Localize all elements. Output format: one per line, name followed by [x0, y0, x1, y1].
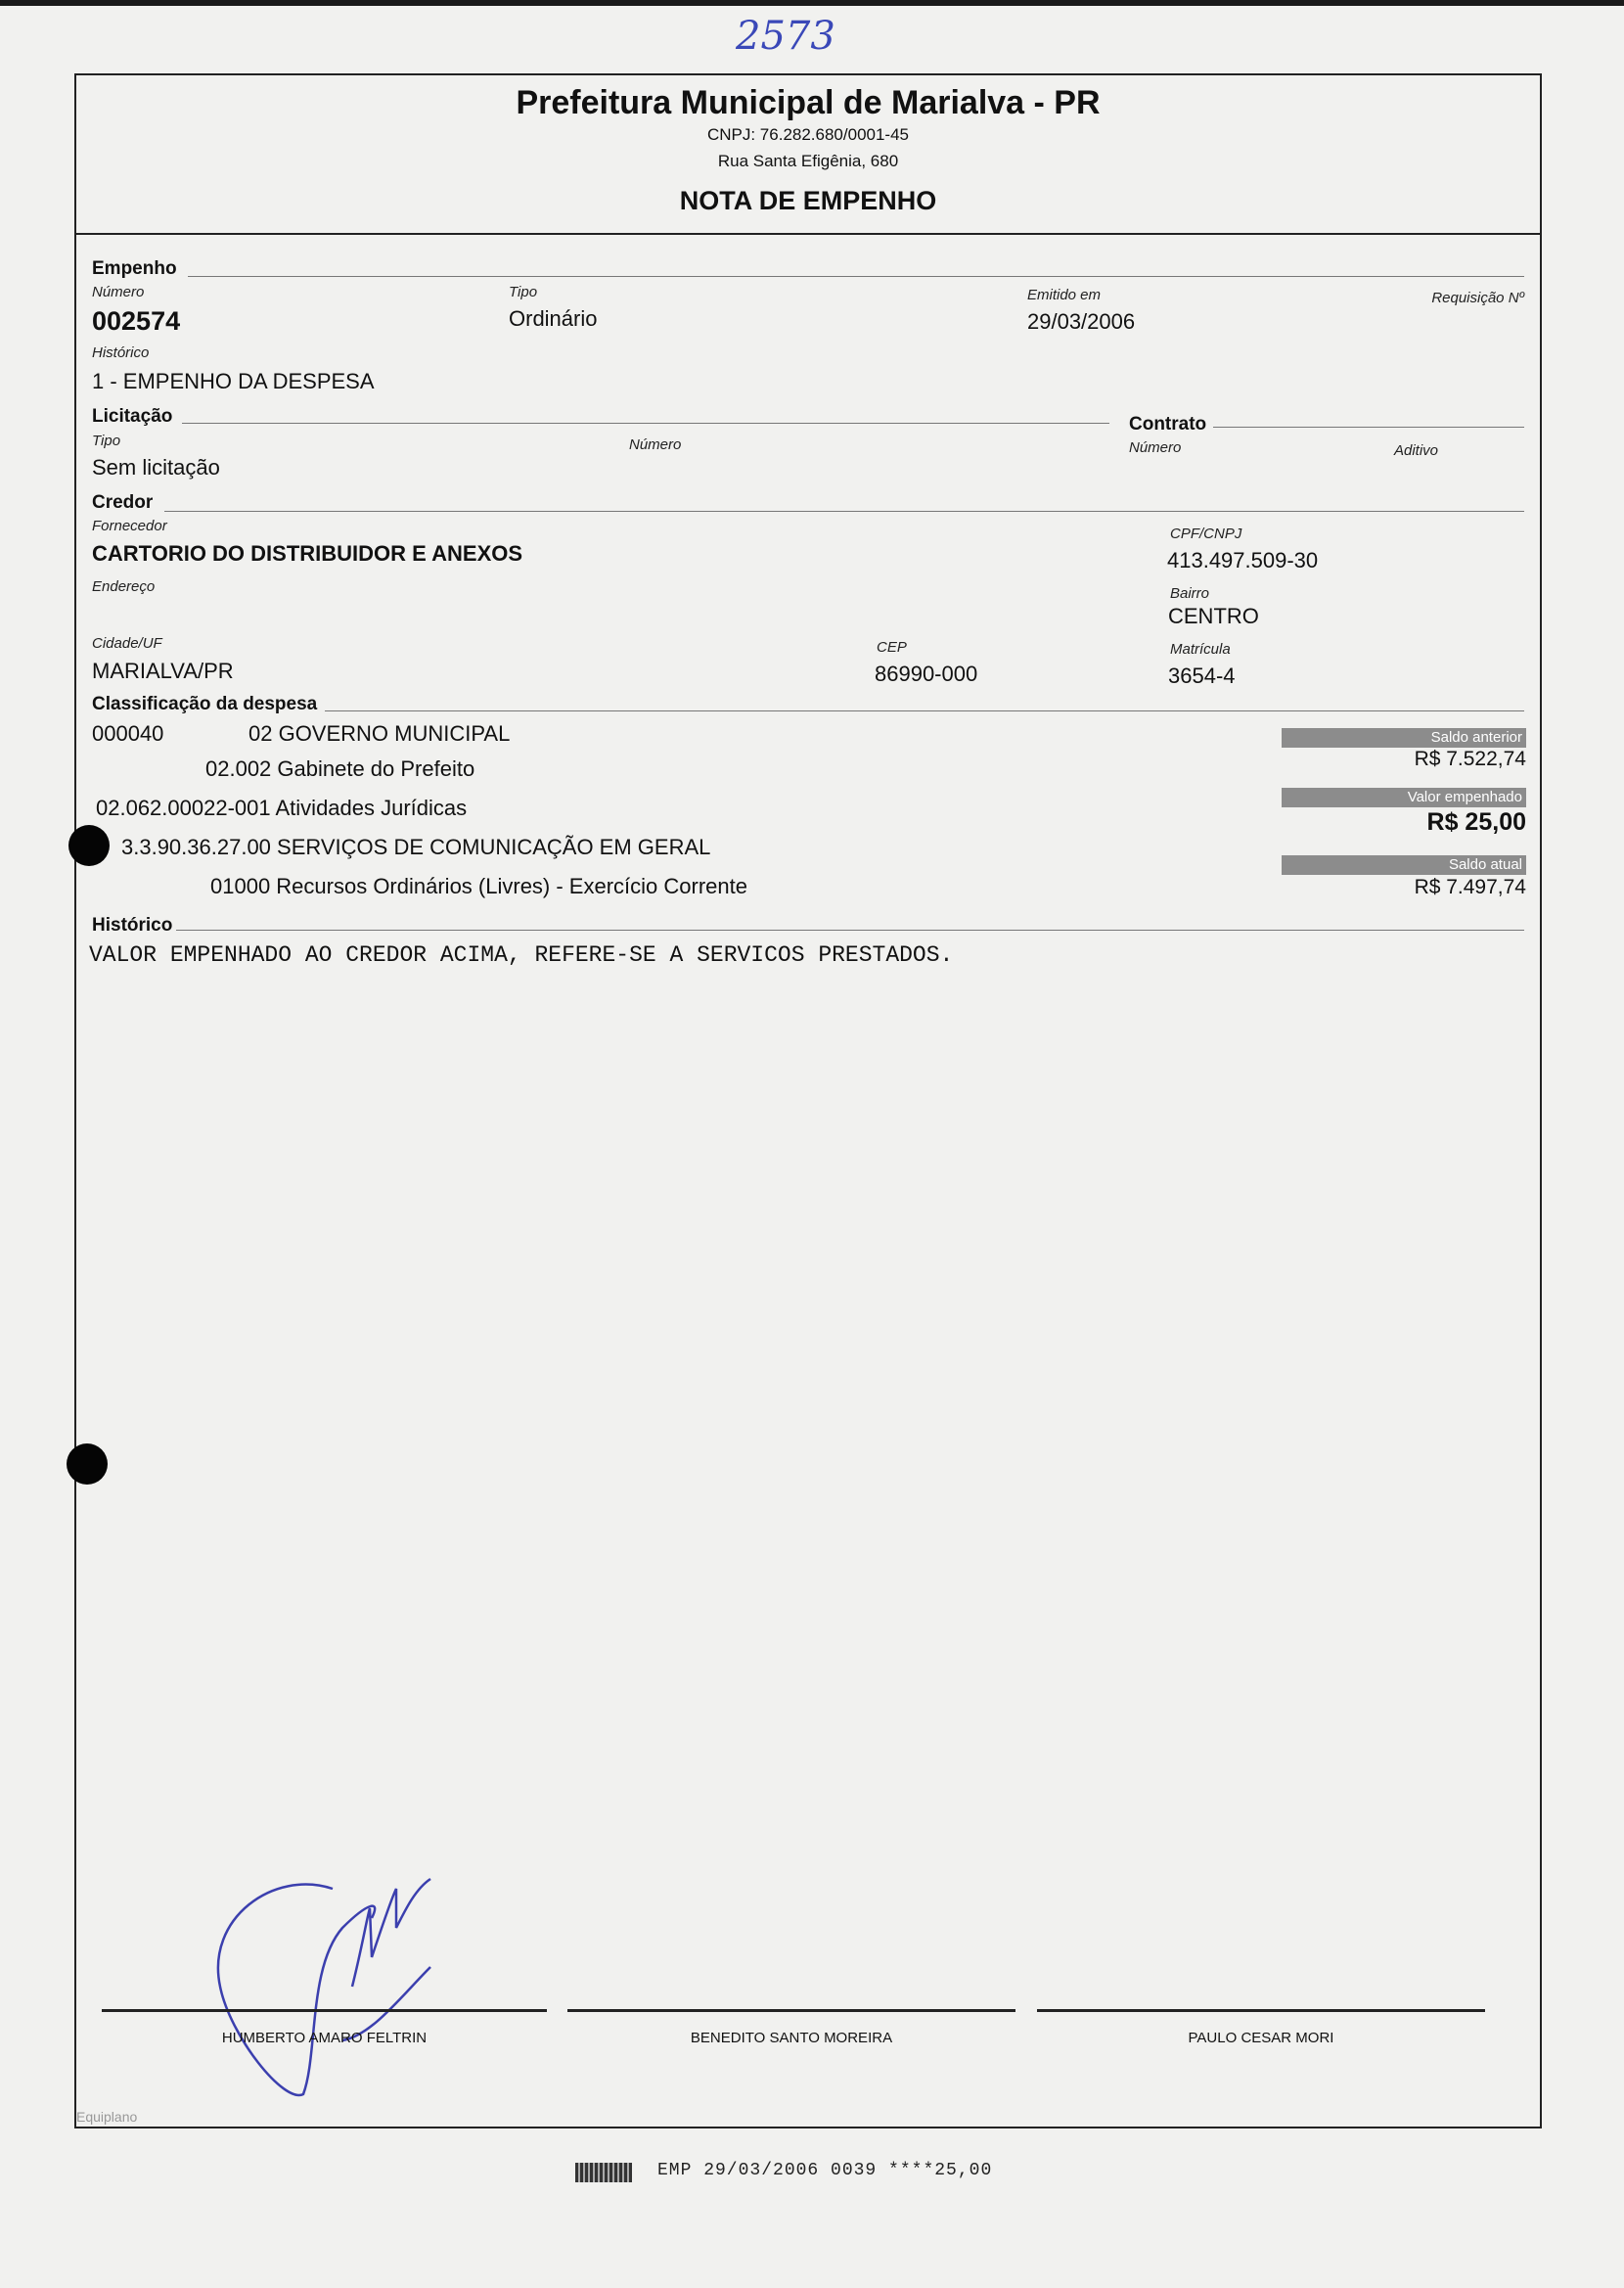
- signature-line-2: [567, 2009, 1015, 2012]
- empenho-historico: 1 - EMPENHO DA DESPESA: [92, 369, 375, 393]
- rule-classificacao: [325, 710, 1524, 711]
- class-line5: 01000 Recursos Ordinários (Livres) - Exercício Corrente: [210, 874, 747, 898]
- emitido-date: 29/03/2006: [1027, 309, 1136, 334]
- label-cidade: Cidade/UF: [92, 635, 162, 652]
- label-empenho-tipo: Tipo: [509, 284, 538, 300]
- stamp-logo: [575, 2163, 632, 2182]
- historico-text: VALOR EMPENHADO AO CREDOR ACIMA, REFERE-SE A SERVICOS PRESTADOS.: [89, 942, 954, 968]
- label-emitido: Emitido em: [1027, 287, 1102, 303]
- doc-title: NOTA DE EMPENHO: [679, 186, 937, 215]
- scan-top-edge: [0, 0, 1624, 6]
- saldo-anterior-value: R$ 7.522,74: [1414, 748, 1526, 770]
- label-matricula: Matrícula: [1170, 641, 1231, 658]
- org-title: Prefeitura Municipal de Marialva - PR: [516, 84, 1101, 121]
- label-endereco: Endereço: [92, 578, 156, 595]
- rule-contrato: [1213, 427, 1524, 428]
- rule-licitacao: [182, 423, 1109, 424]
- cpf-cnpj: 413.497.509-30: [1167, 548, 1319, 572]
- section-empenho: Empenho: [92, 258, 177, 279]
- rule-empenho: [188, 276, 1524, 277]
- signature-stroke-flourish: [342, 1879, 430, 2040]
- label-cep: CEP: [877, 639, 907, 656]
- handwritten-number: 2573: [736, 14, 835, 59]
- label-cpf: CPF/CNPJ: [1170, 526, 1242, 542]
- fornecedor: CARTORIO DO DISTRIBUIDOR E ANEXOS: [92, 541, 523, 566]
- valor-empenhado-label: Valor empenhado: [1282, 788, 1526, 807]
- signature-name-3: PAULO CESAR MORI: [1188, 2030, 1334, 2046]
- section-contrato: Contrato: [1129, 414, 1207, 435]
- rule-credor: [164, 511, 1524, 512]
- class-line3: 02.062.00022-001 Atividades Jurídicas: [96, 796, 468, 820]
- saldo-anterior-label: Saldo anterior: [1282, 728, 1526, 748]
- empenho-numero: 002574: [92, 306, 181, 336]
- section-credor: Credor: [92, 492, 154, 513]
- label-licitacao-tipo: Tipo: [92, 433, 121, 449]
- saldo-atual-value: R$ 7.497,74: [1414, 876, 1526, 898]
- signature-line-1: [102, 2009, 547, 2012]
- licitacao-tipo: Sem licitação: [92, 455, 220, 480]
- punch-hole-bottom: [67, 1443, 108, 1485]
- org-cnpj: CNPJ: 76.282.680/0001-45: [706, 125, 910, 144]
- signature-name-2: BENEDITO SANTO MOREIRA: [690, 2030, 893, 2046]
- label-licitacao-numero: Número: [629, 436, 682, 453]
- saldo-atual-label: Saldo atual: [1282, 855, 1526, 875]
- empenho-tipo: Ordinário: [509, 306, 598, 331]
- label-empenho-numero: Número: [92, 284, 145, 300]
- header-separator: [74, 233, 1542, 235]
- signature-stroke-loop: [218, 1885, 375, 2095]
- section-licitacao: Licitação: [92, 406, 173, 427]
- label-requisicao: Requisição Nº: [1431, 290, 1524, 306]
- label-fornecedor: Fornecedor: [92, 518, 167, 534]
- bairro: CENTRO: [1168, 604, 1259, 628]
- section-historico: Histórico: [92, 915, 173, 936]
- cidade: MARIALVA/PR: [92, 659, 234, 683]
- signature-name-1: HUMBERTO AMARO FELTRIN: [221, 2030, 428, 2046]
- matricula: 3654-4: [1168, 664, 1236, 688]
- punch-hole-top: [68, 825, 110, 866]
- org-address: Rua Santa Efigênia, 680: [717, 152, 899, 170]
- class-line1-code: 000040: [92, 721, 164, 746]
- class-line2: 02.002 Gabinete do Prefeito: [205, 756, 475, 781]
- label-empenho-historico: Histórico: [92, 344, 150, 361]
- label-contrato-numero: Número: [1129, 439, 1182, 456]
- signature-line-3: [1037, 2009, 1485, 2012]
- class-line1-desc: 02 GOVERNO MUNICIPAL: [248, 721, 511, 746]
- label-contrato-aditivo: Aditivo: [1394, 442, 1439, 459]
- class-line4: 3.3.90.36.27.00 SERVIÇOS DE COMUNICAÇÃO EM GERAL: [121, 835, 711, 859]
- valor-empenhado-value: R$ 25,00: [1426, 808, 1526, 836]
- cep: 86990-000: [875, 662, 978, 686]
- rule-historico: [176, 930, 1524, 931]
- section-classificacao: Classificação da despesa: [92, 694, 318, 714]
- software-label: Equiplano: [76, 2109, 138, 2125]
- label-bairro: Bairro: [1170, 585, 1210, 602]
- stamp-code: EMP 29/03/2006 0039 ****25,00: [657, 2161, 993, 2180]
- signature-scribble: [196, 1850, 450, 2104]
